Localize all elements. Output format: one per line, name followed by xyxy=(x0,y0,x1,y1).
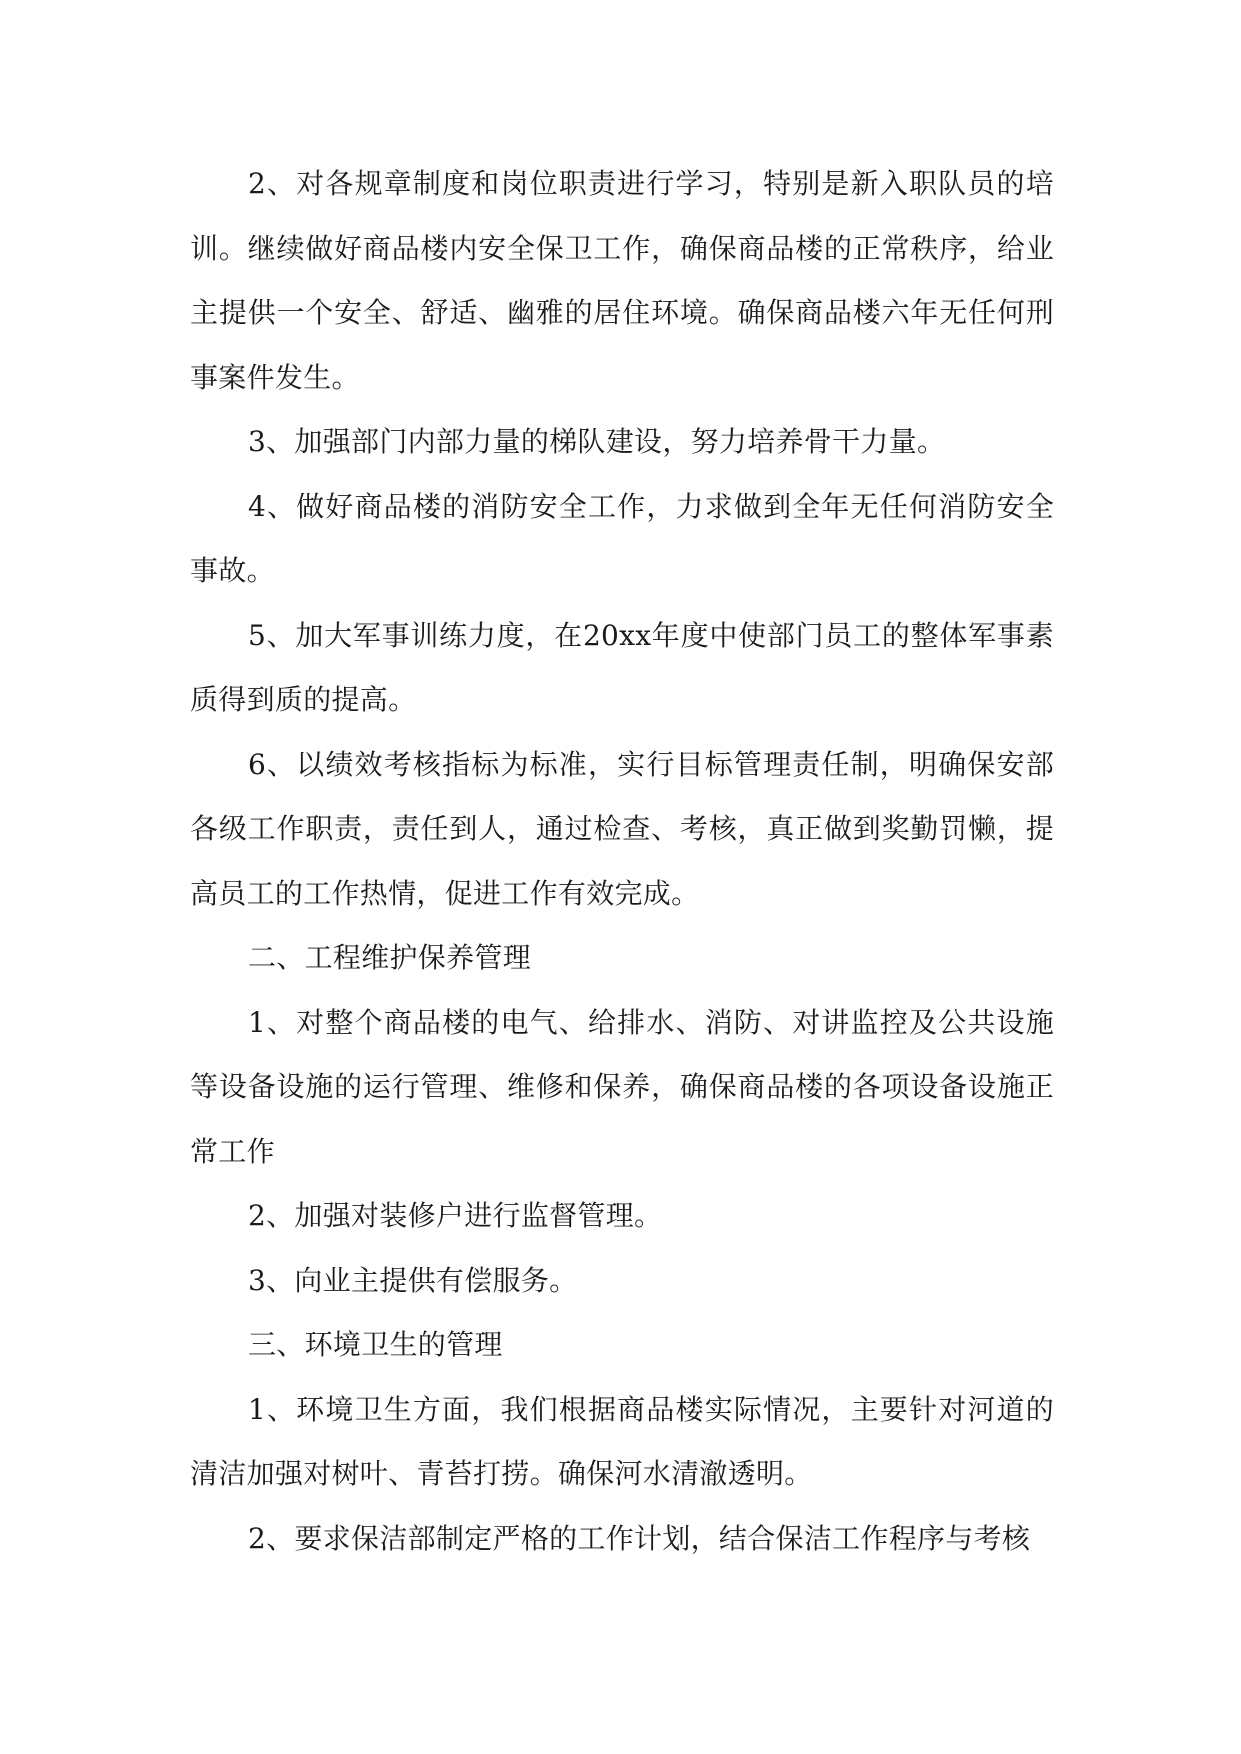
paragraph-team-building: 3、加强部门内部力量的梯队建设，努力培养骨干力量。 xyxy=(248,425,946,458)
paragraph-fire-safety: 4、做好商品楼的消防安全工作，力求做到全年无任何消防安全事故。 xyxy=(190,489,1054,587)
section-heading-environmental-sanitation: 三、环境卫生的管理 xyxy=(248,1328,503,1361)
document-body xyxy=(190,152,1054,1571)
section-heading-engineering-maintenance: 二、工程维护保养管理 xyxy=(248,941,532,974)
paragraph-military-training: 5、加大军事训练力度，在20xx年度中使部门员工的整体军事素质得到质的提高。 xyxy=(190,618,1054,716)
paragraph-cleaning-plan: 2、要求保洁部制定严格的工作计划，结合保洁工作程序与考核 xyxy=(248,1521,1031,1555)
paragraph-security-training: 2、对各规章制度和岗位职责进行学习，特别是新入职队员的培训。继续做好商品楼内安全保卫工作，确保商品楼的正常秩序，给业主提供一个安全、舒适、幽雅的居住环境。确保商品楼六年无任何刑事案件发生。 xyxy=(190,167,1054,394)
paragraph-performance-assessment: 6、以绩效考核指标为标准，实行目标管理责任制，明确保安部各级工作职责，责任到人，通过检查、考核，真正做到奖勤罚懒，提高员工的工作热情，促进工作有效完成。 xyxy=(190,747,1054,910)
paragraph-equipment-operation: 1、对整个商品楼的电气、给排水、消防、对讲监控及公共设施等设备设施的运行管理、维修和保养，确保商品楼的各项设备设施正常工作 xyxy=(190,1005,1054,1168)
paragraph-river-cleaning: 1、环境卫生方面，我们根据商品楼实际情况，主要针对河道的清洁加强对树叶、青苔打捞。确保河水清澈透明。 xyxy=(190,1392,1054,1490)
paragraph-renovation-supervision: 2、加强对装修户进行监督管理。 xyxy=(248,1199,663,1232)
paragraph-paid-services: 3、向业主提供有偿服务。 xyxy=(248,1263,578,1297)
